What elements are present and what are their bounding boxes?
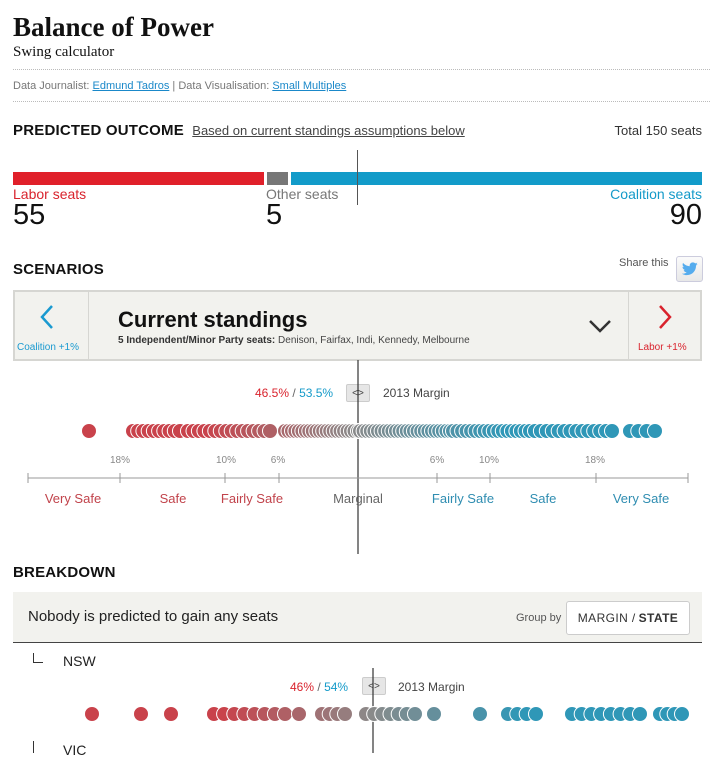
margin-toggle-button[interactable]: <> [346, 384, 370, 402]
margin-category-label: Fairly Safe [431, 491, 495, 506]
scale-tick-label: 6% [429, 455, 445, 466]
page-subtitle: Swing calculator [13, 44, 115, 60]
credit-journalist-label: Data Journalist: [13, 80, 90, 92]
scenario-subtitle-bold: 5 Independent/Minor Party seats: [118, 335, 276, 346]
margin-label: 2013 Margin [383, 386, 450, 400]
margin-category-label: Marginal [333, 491, 383, 506]
seat-dot[interactable] [408, 707, 423, 722]
nsw-pct-separator: / [317, 680, 321, 694]
group-state-option[interactable]: STATE [638, 611, 679, 625]
credit-separator: | [172, 80, 176, 92]
margin-category-label: Safe [529, 491, 557, 506]
margin-category-label: Safe [159, 491, 187, 506]
group-by-toggle[interactable] [566, 601, 690, 635]
pct-separator: / [292, 386, 296, 400]
predicted-outcome-title: PREDICTED OUTCOME [13, 122, 184, 139]
scale-tick-label: 10% [478, 455, 500, 466]
scale-tick-label: 18% [584, 455, 606, 466]
scale-tick-label: 18% [109, 455, 131, 466]
scale-tick-label: 10% [215, 455, 237, 466]
seat-dot[interactable] [529, 707, 544, 722]
seat-dot[interactable] [85, 707, 100, 722]
seat-dot[interactable] [82, 424, 97, 439]
nsw-margin-toggle-button[interactable]: <> [362, 677, 386, 695]
margin-category-label: Fairly Safe [220, 491, 284, 506]
twitter-share-button[interactable] [676, 256, 703, 282]
coalition-percentage: 53.5% [299, 386, 334, 400]
credit-vis-link[interactable]: Small Multiples [272, 80, 347, 92]
seat-dot[interactable] [648, 424, 663, 439]
majority-line [357, 150, 358, 205]
seat-dot[interactable] [263, 424, 278, 439]
seat-dot[interactable] [427, 707, 442, 722]
margin-category-label: Very Safe [612, 491, 670, 506]
tree-branch-icon [33, 653, 43, 663]
scenario-next-button[interactable] [628, 290, 703, 361]
credit-vis-label: Data Visualisation: [178, 80, 270, 92]
labor-plus-label: Labor +1% [638, 342, 687, 353]
breakdown-heading: BREAKDOWN [13, 564, 116, 581]
seat-dot[interactable] [292, 707, 307, 722]
coalition-seats-value: 90 [669, 199, 702, 231]
share-label: Share this [619, 257, 669, 269]
seat-dot[interactable] [605, 424, 620, 439]
nsw-coalition-percentage: 54% [324, 680, 349, 694]
scale-tick-label: 6% [270, 455, 286, 466]
predicted-outcome-note: Based on current standings assumptions below [192, 123, 465, 138]
coalition-seat-bar [291, 172, 702, 185]
state-name-nsw: NSW [63, 653, 96, 669]
predicted-outcome-heading [13, 122, 465, 139]
group-by-label: Group by [516, 612, 562, 624]
seat-dot[interactable] [164, 707, 179, 722]
labor-seats-value: 55 [13, 199, 46, 231]
labor-percentage: 46.5% [255, 386, 290, 400]
seat-dot[interactable] [473, 707, 488, 722]
credits [13, 80, 346, 92]
seat-margin-chart [0, 360, 710, 560]
other-seats-value: 5 [266, 199, 283, 231]
coalition-plus-label: Coalition +1% [17, 342, 79, 353]
page-title: Balance of Power [13, 12, 214, 42]
scenario-title: Current standings [118, 307, 308, 332]
divider [13, 101, 710, 102]
scenario-subtitle [118, 335, 470, 346]
seat-dot[interactable] [338, 707, 353, 722]
other-seats-label: Other seats [266, 186, 339, 202]
scenario-subtitle-seats: Denison, Fairfax, Indi, Kennedy, Melbourne [278, 335, 470, 346]
chevron-down-icon[interactable] [587, 318, 613, 336]
labor-seat-bar [13, 172, 264, 185]
nsw-seat-chart [0, 668, 710, 753]
total-seats: Total 150 seats [614, 123, 702, 138]
seat-dot[interactable] [134, 707, 149, 722]
seat-dot[interactable] [633, 707, 648, 722]
state-name-vic: VIC [63, 742, 87, 758]
chevron-right-icon [655, 303, 675, 331]
nsw-margin-label: 2013 Margin [398, 680, 465, 694]
coalition-seats-label: Coalition seats [610, 186, 702, 202]
breakdown-message: Nobody is predicted to gain any seats [28, 608, 279, 625]
seat-dot[interactable] [278, 707, 293, 722]
twitter-bird-icon [682, 262, 698, 276]
margin-category-label: Very Safe [44, 491, 102, 506]
tree-branch-icon [33, 741, 34, 753]
other-seat-bar [267, 172, 288, 185]
labor-seats-label: Labor seats [13, 186, 87, 202]
scenarios-heading: SCENARIOS [13, 261, 104, 278]
nsw-labor-percentage: 46% [290, 680, 315, 694]
divider [13, 69, 710, 70]
seat-dot[interactable] [675, 707, 690, 722]
group-margin-option[interactable]: MARGIN / [577, 611, 636, 625]
credit-journalist-link[interactable]: Edmund Tadros [92, 80, 170, 92]
chevron-left-icon [37, 303, 57, 331]
scenario-prev-button[interactable] [13, 290, 89, 361]
